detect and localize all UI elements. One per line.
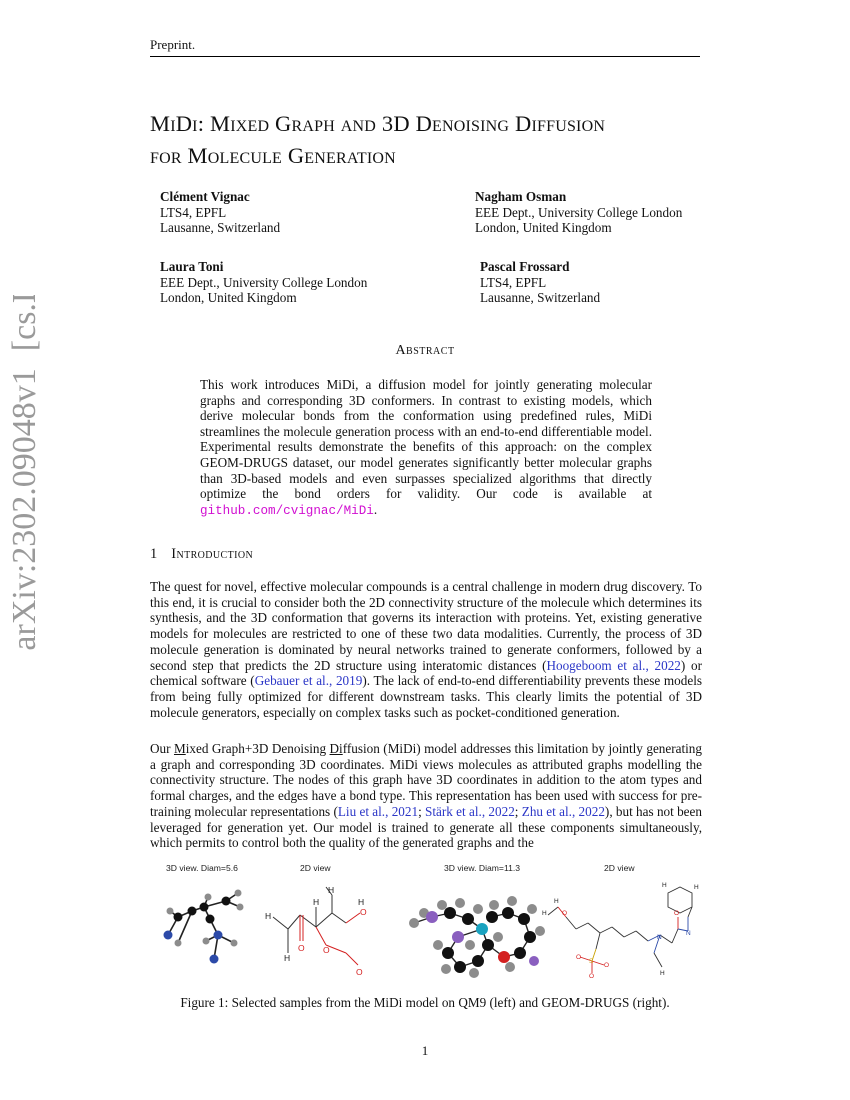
atom-h-label: H — [284, 953, 291, 963]
arxiv-stamp — [5, 295, 65, 795]
atom-o-label: O — [562, 910, 568, 917]
paragraph-text: ). The lack of end-to-end differentiability prevents these models from being fully optimized for different downstream tasks. This clearly limits the potential of 3D molecule generators, especially on complex tasks such as pocket-conditioned generation. — [150, 673, 702, 720]
abstract-heading: Abstract — [395, 343, 455, 358]
atom-h-label: H — [554, 898, 559, 905]
paragraph-text: ixed Graph+3D Denoising — [185, 741, 330, 756]
underlined-letters: Di — [329, 741, 343, 756]
citation-link[interactable]: Hoogeboom et al., 2022 — [546, 657, 681, 673]
qm9-2d-label: 2D view — [300, 863, 331, 873]
title-line-1: MiDi: Mixed Graph and 3D Denoising Diffusion — [150, 111, 606, 136]
drugs-2d-label: 2D view — [604, 863, 635, 873]
code-link[interactable]: github.com/cvignac/MiDi — [200, 503, 374, 518]
section-number: 1 — [150, 546, 158, 562]
underlined-letter: M — [173, 741, 186, 756]
paragraph-text: ) or chemical software ( — [150, 657, 703, 689]
atom-o-label: O — [360, 907, 367, 917]
atom-h-label: H — [694, 884, 699, 891]
drugs-3d-molecule — [409, 896, 545, 978]
section-title: Introduction — [171, 546, 254, 562]
qm9-3d-label: 3D view. Diam=5.6 — [166, 863, 238, 873]
author-location: Lausanne, Switzerland — [160, 220, 281, 236]
figure-1-illustration — [148, 857, 708, 979]
atom-h-label: H — [542, 910, 547, 917]
citation-link[interactable]: Stärk et al., 2022 — [425, 803, 515, 819]
qm9-2d-atom-labels — [265, 885, 367, 977]
author-block-4 — [480, 259, 600, 306]
atom-o-label: O — [356, 967, 363, 977]
atom-o-label: O — [576, 954, 582, 961]
atom-h-label: H — [328, 885, 335, 895]
author-location: London, United Kingdom — [160, 290, 297, 306]
atom-n-label: N — [686, 930, 691, 937]
author-affiliation: EEE Dept., University College London — [475, 204, 683, 220]
drugs-2d-atom-labels — [542, 882, 699, 979]
paragraph-text: The quest for novel, effective molecular compounds is a central challenge in modern drug discovery. To this end, it is crucial to consider both the 2D connectivity structure of the molecule which determines its synthesis, and the 3D conformation that governs its interaction with proteins. Yet, existing generative models for molecules are restricted to one of these two data modalities. Currently, the process of 3D molecule generation is dominated by neural networks trained to generate conformers, followed by a second step that predicts the 2D structure using interatomic distances ( — [150, 579, 702, 673]
atom-h-label: H — [265, 911, 272, 921]
atom-o-label: O — [298, 943, 305, 953]
running-header: Preprint. — [150, 37, 196, 52]
author-block-1 — [160, 189, 280, 236]
author-name: Pascal Frossard — [480, 259, 570, 274]
abstract-text — [200, 377, 652, 519]
author-name: Laura Toni — [160, 259, 224, 274]
paragraph-text: Our — [150, 741, 174, 756]
figure-caption: Figure 1: Selected samples from the MiDi model on QM9 (left) and GEOM-DRUGS (right). — [180, 995, 670, 1010]
page-number: 1 — [421, 1043, 429, 1058]
atom-h-label: H — [358, 897, 365, 907]
paper-title — [150, 108, 710, 172]
atom-h-label: H — [660, 970, 665, 977]
drugs-3d-label: 3D view. Diam=11.3 — [444, 863, 521, 873]
intro-paragraph-2 — [150, 741, 702, 851]
atom-o-label: O — [323, 945, 330, 955]
atom-o-label: O — [604, 962, 610, 969]
atom-n-label: N — [657, 934, 662, 941]
citation-link[interactable]: Zhu et al., 2022 — [521, 803, 605, 819]
author-name: Clément Vignac — [160, 189, 250, 204]
intro-paragraph-1 — [150, 579, 702, 720]
paragraph-text: ), but has not been leveraged for generation yet. Our model is trained to generate all these components simultaneously, which permits to control both the quality of the generated graphs and the — [150, 803, 702, 851]
title-line-2: for Molecule Generation — [150, 143, 396, 168]
atom-s-label: S — [589, 958, 594, 965]
paragraph-text: ffusion (MiDi) model addresses this limitation by jointly generating a graph and corresponding 3D coordinates. MiDi views molecules as attributed graphs modelling the connectivity structure. The nodes of this graph have 3D coordinates in addition to the atom types and formal charges, and the edges have a bond type. This representation has been used with success for pre-training molecular representations ( — [150, 741, 702, 819]
author-location: London, United Kingdom — [475, 220, 612, 236]
abstract-body-text: This work introduces MiDi, a diffusion model for jointly generating molecular graphs and corresponding 3D conformers. In contrast to existing models, which derive molecular bonds from the conformation using predefined rules, MiDi streamlines the molecule generation process with an end-to-end differentiable model. Experimental results demonstrate the benefits of this approach: on the complex GEOM-DRUGS dataset, our model generates significantly better molecular graphs than 3D-based models and even surpasses specialized algorithms that directly optimize the bond orders for validity. Our code is available at — [200, 377, 652, 502]
separator: ; — [418, 803, 426, 819]
atom-o-label: O — [589, 973, 595, 979]
qm9-3d-molecule — [164, 890, 244, 964]
drugs-2d-molecule — [548, 887, 692, 973]
section-heading-introduction — [150, 546, 253, 563]
figure-1 — [148, 857, 708, 979]
citation-link[interactable]: Liu et al., 2021 — [337, 803, 419, 819]
atom-h-label: H — [313, 897, 320, 907]
author-location: Lausanne, Switzerland — [480, 290, 601, 306]
author-block-2 — [475, 189, 682, 236]
citation-link[interactable]: Gebauer et al., 2019 — [254, 673, 363, 689]
author-block-3 — [160, 259, 367, 306]
atom-o-label: O — [674, 910, 680, 917]
arxiv-stamp-text: arXiv:2302.09048v1 [cs.LG] 17 Feb 2023 — [6, 295, 43, 651]
author-affiliation: LTS4, EPFL — [480, 274, 547, 290]
separator: ; — [514, 803, 522, 819]
abstract-end: . — [373, 501, 378, 517]
author-affiliation: LTS4, EPFL — [160, 204, 227, 220]
author-affiliation: EEE Dept., University College London — [160, 274, 368, 290]
author-name: Nagham Osman — [475, 189, 567, 204]
atom-h-label: H — [662, 882, 667, 889]
header-rule — [150, 56, 700, 57]
